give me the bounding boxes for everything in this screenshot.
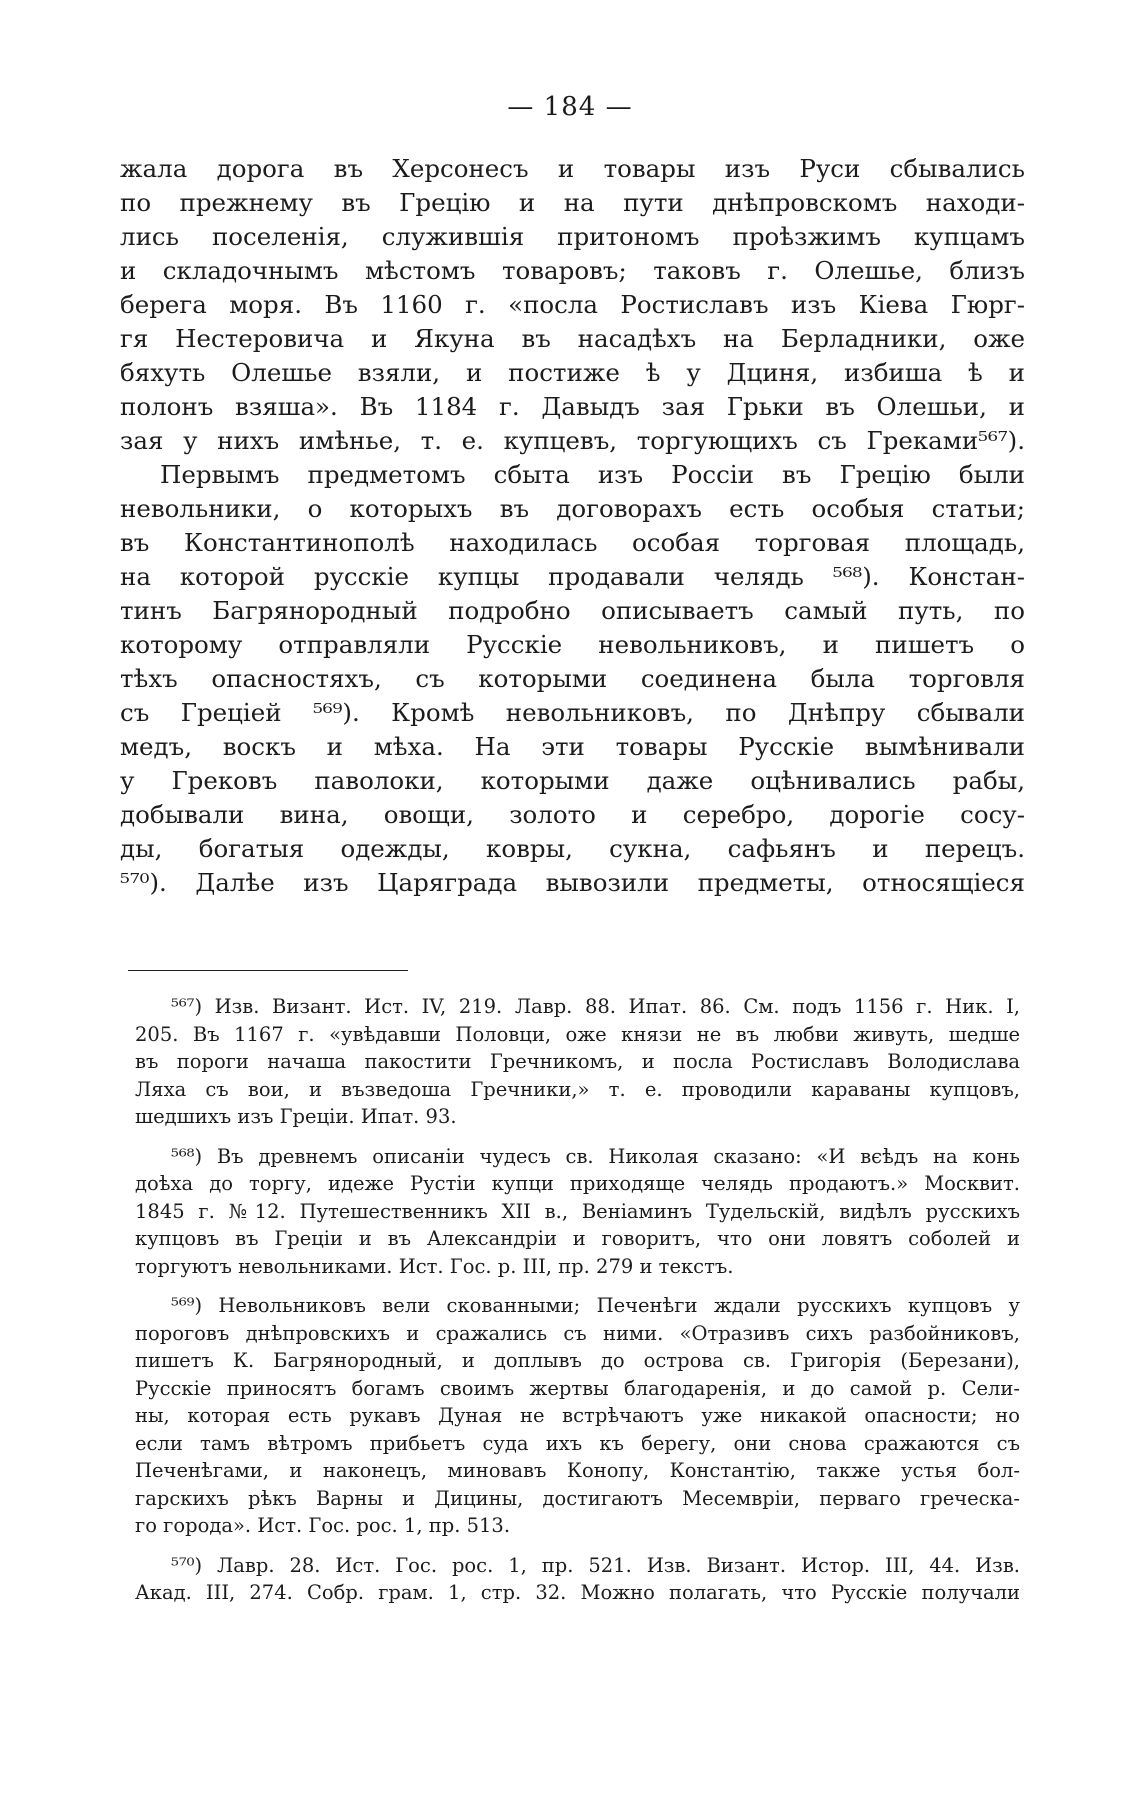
footnote-line: ны, которая есть рукавъ Дуная не встрѣчаютъ уже никакой опасности; но [135, 1404, 1020, 1427]
main-text-line: бяхуть Олешье взяли, и постиже ѣ у Дциня, избиша ѣ и [120, 358, 1025, 387]
footnote-569 [135, 1292, 1020, 1540]
main-text-line: жала дорога въ Херсонесъ и товары изъ Руси сбывались [120, 154, 1025, 183]
footnote-line: ⁵⁶⁹) Невольниковъ вели скованными; Печенѣги ждали русскихъ купцовъ у [171, 1294, 1020, 1317]
footnote-line: торгуютъ невольниками. Ист. Гос. р. III, пр. 279 и текстъ. [135, 1254, 734, 1278]
footnotes [135, 993, 1020, 1619]
main-text-line: у Грековъ паволоки, которыми даже оцѣнивались рабы, [120, 766, 1025, 795]
main-text-line: которому отправляли Русскіе невольниковъ, и пишетъ о [120, 630, 1025, 659]
footnote-line: въ пороги начаша пакостити Гречникомъ, и посла Ростиславъ Володислава [135, 1050, 1020, 1073]
footnote-line: пишетъ К. Багрянородный, и доплывъ до острова св. Григорія (Березани), [135, 1349, 1020, 1372]
page-number: — 184 — [507, 92, 633, 122]
footnote-line: ⁵⁷⁰) Лавр. 28. Ист. Гос. рос. 1, пр. 521. Изв. Визант. Истор. III, 44. Изв. [171, 1553, 1020, 1577]
main-text-line: лись поселенія, служившія притономъ проѣзжимъ купцамъ [120, 222, 1025, 251]
main-text-line: зая у нихъ имѣнье, т. е. купцевъ, торгующихъ съ Греками⁵⁶⁷). [120, 426, 1025, 455]
main-text-line: и складочнымъ мѣстомъ товаровъ; таковъ г. Олешье, близъ [120, 256, 1025, 285]
footnote-line: доѣха до торгу, идеже Рустіи купци приходяще челядь продаютъ.» Москвит. [135, 1172, 1020, 1195]
main-text-line: на которой русскіе купцы продавали челядь ⁵⁶⁸). Констан- [120, 562, 1025, 591]
footnote-line: если тамъ вѣтромъ прибьетъ суда ихъ къ берегу, они снова сражаются съ [135, 1431, 1020, 1455]
footnote-line: Печенѣгами, и наконецъ, миновавъ Конопу, Константію, также устья бол- [135, 1459, 1020, 1482]
footnote-line: Русскіе приносятъ богамъ своимъ жертвы благодаренія, и до самой р. Сели- [135, 1376, 1020, 1400]
main-text-line: тѣхъ опасностяхъ, съ которыми соединена была торговля [120, 664, 1025, 693]
main-text-line: гя Нестеровича и Якуна въ насадѣхъ на Берладники, оже [120, 324, 1025, 353]
footnote-line: Акад. III, 274. Собр. грам. 1, стр. 32. Можно полагать, что Русскіе получали [135, 1581, 1020, 1604]
main-text-line: ды, богатыя одежды, ковры, сукна, сафьянъ и перецъ. [120, 834, 1025, 863]
footnote-568 [135, 1143, 1020, 1281]
main-text-line: по прежнему въ Грецію и на пути днѣпровскомъ находи- [120, 188, 1025, 217]
main-text-line: берега моря. Въ 1160 г. «посла Ростиславъ изъ Кіева Гюрг- [120, 290, 1025, 319]
footnote-line: 1845 г. №12. Путешественникъ XII в., Веніаминъ Тудельскій, видѣлъ русскихъ [135, 1199, 1020, 1223]
main-text-line: добывали вина, овощи, золото и серебро, дорогіе сосу- [120, 800, 1025, 829]
main-text-line: невольники, о которыхъ въ договорахъ есть особыя статьи; [120, 494, 1025, 523]
footnote-570 [135, 1552, 1020, 1607]
footnote-line: го города». Ист. Гос. рос. 1, пр. 513. [135, 1514, 511, 1537]
main-text-line: полонъ взяша». Въ 1184 г. Давыдъ зая Грьки въ Олешьи, и [120, 392, 1025, 421]
footnote-line: 205. Въ 1167 г. «увѣдавши Половци, оже князи не въ любви живуть, шедше [135, 1022, 1020, 1046]
main-text-line: Первымъ предметомъ сбыта изъ Россіи въ Грецію были [160, 460, 1025, 489]
footnote-567 [135, 993, 1020, 1131]
main-text-line: медъ, воскъ и мѣха. На эти товары Русскіе вымѣнивали [120, 732, 1025, 761]
footnote-line: шедшихъ изъ Греціи. Ипат. 93. [135, 1105, 457, 1128]
footnote-line: Ляха съ вои, и възведоша Гречники,» т. е. проводили караваны купцовъ, [135, 1077, 1020, 1101]
footnote-divider [128, 970, 408, 971]
main-text-line: въ Константинополѣ находилась особая торговая площадь, [120, 528, 1025, 557]
main-text-line: съ Греціей ⁵⁶⁹). Кромѣ невольниковъ, по Днѣпру сбывали [120, 698, 1025, 727]
footnote-line: ⁵⁶⁸) Въ древнемъ описаніи чудесъ св. Николая сказано: «И вєѣдъ на конь [171, 1144, 1020, 1168]
main-text-line: ⁵⁷⁰). Далѣе изъ Царяграда вывозили предметы, относящіеся [120, 868, 1025, 897]
main-text [120, 152, 1025, 900]
footnote-line: пороговъ днѣпровскихъ и сражались съ ними. «Отразивъ сихъ разбойниковъ, [135, 1321, 1020, 1345]
footnote-line: купцовъ въ Греціи и въ Александріи и говоритъ, что они ловятъ соболей и [135, 1227, 1020, 1250]
footnote-line: ⁵⁶⁷) Изв. Визант. Ист. IV, 219. Лавр. 88. Ипат. 86. См. подъ 1156 г. Ник. I, [171, 995, 1020, 1018]
main-text-line: тинъ Багрянородный подробно описываетъ самый путь, по [120, 596, 1025, 625]
footnote-line: гарскихъ рѣкъ Варны и Дицины, достигаютъ Месемвріи, перваго греческа- [135, 1486, 1020, 1510]
